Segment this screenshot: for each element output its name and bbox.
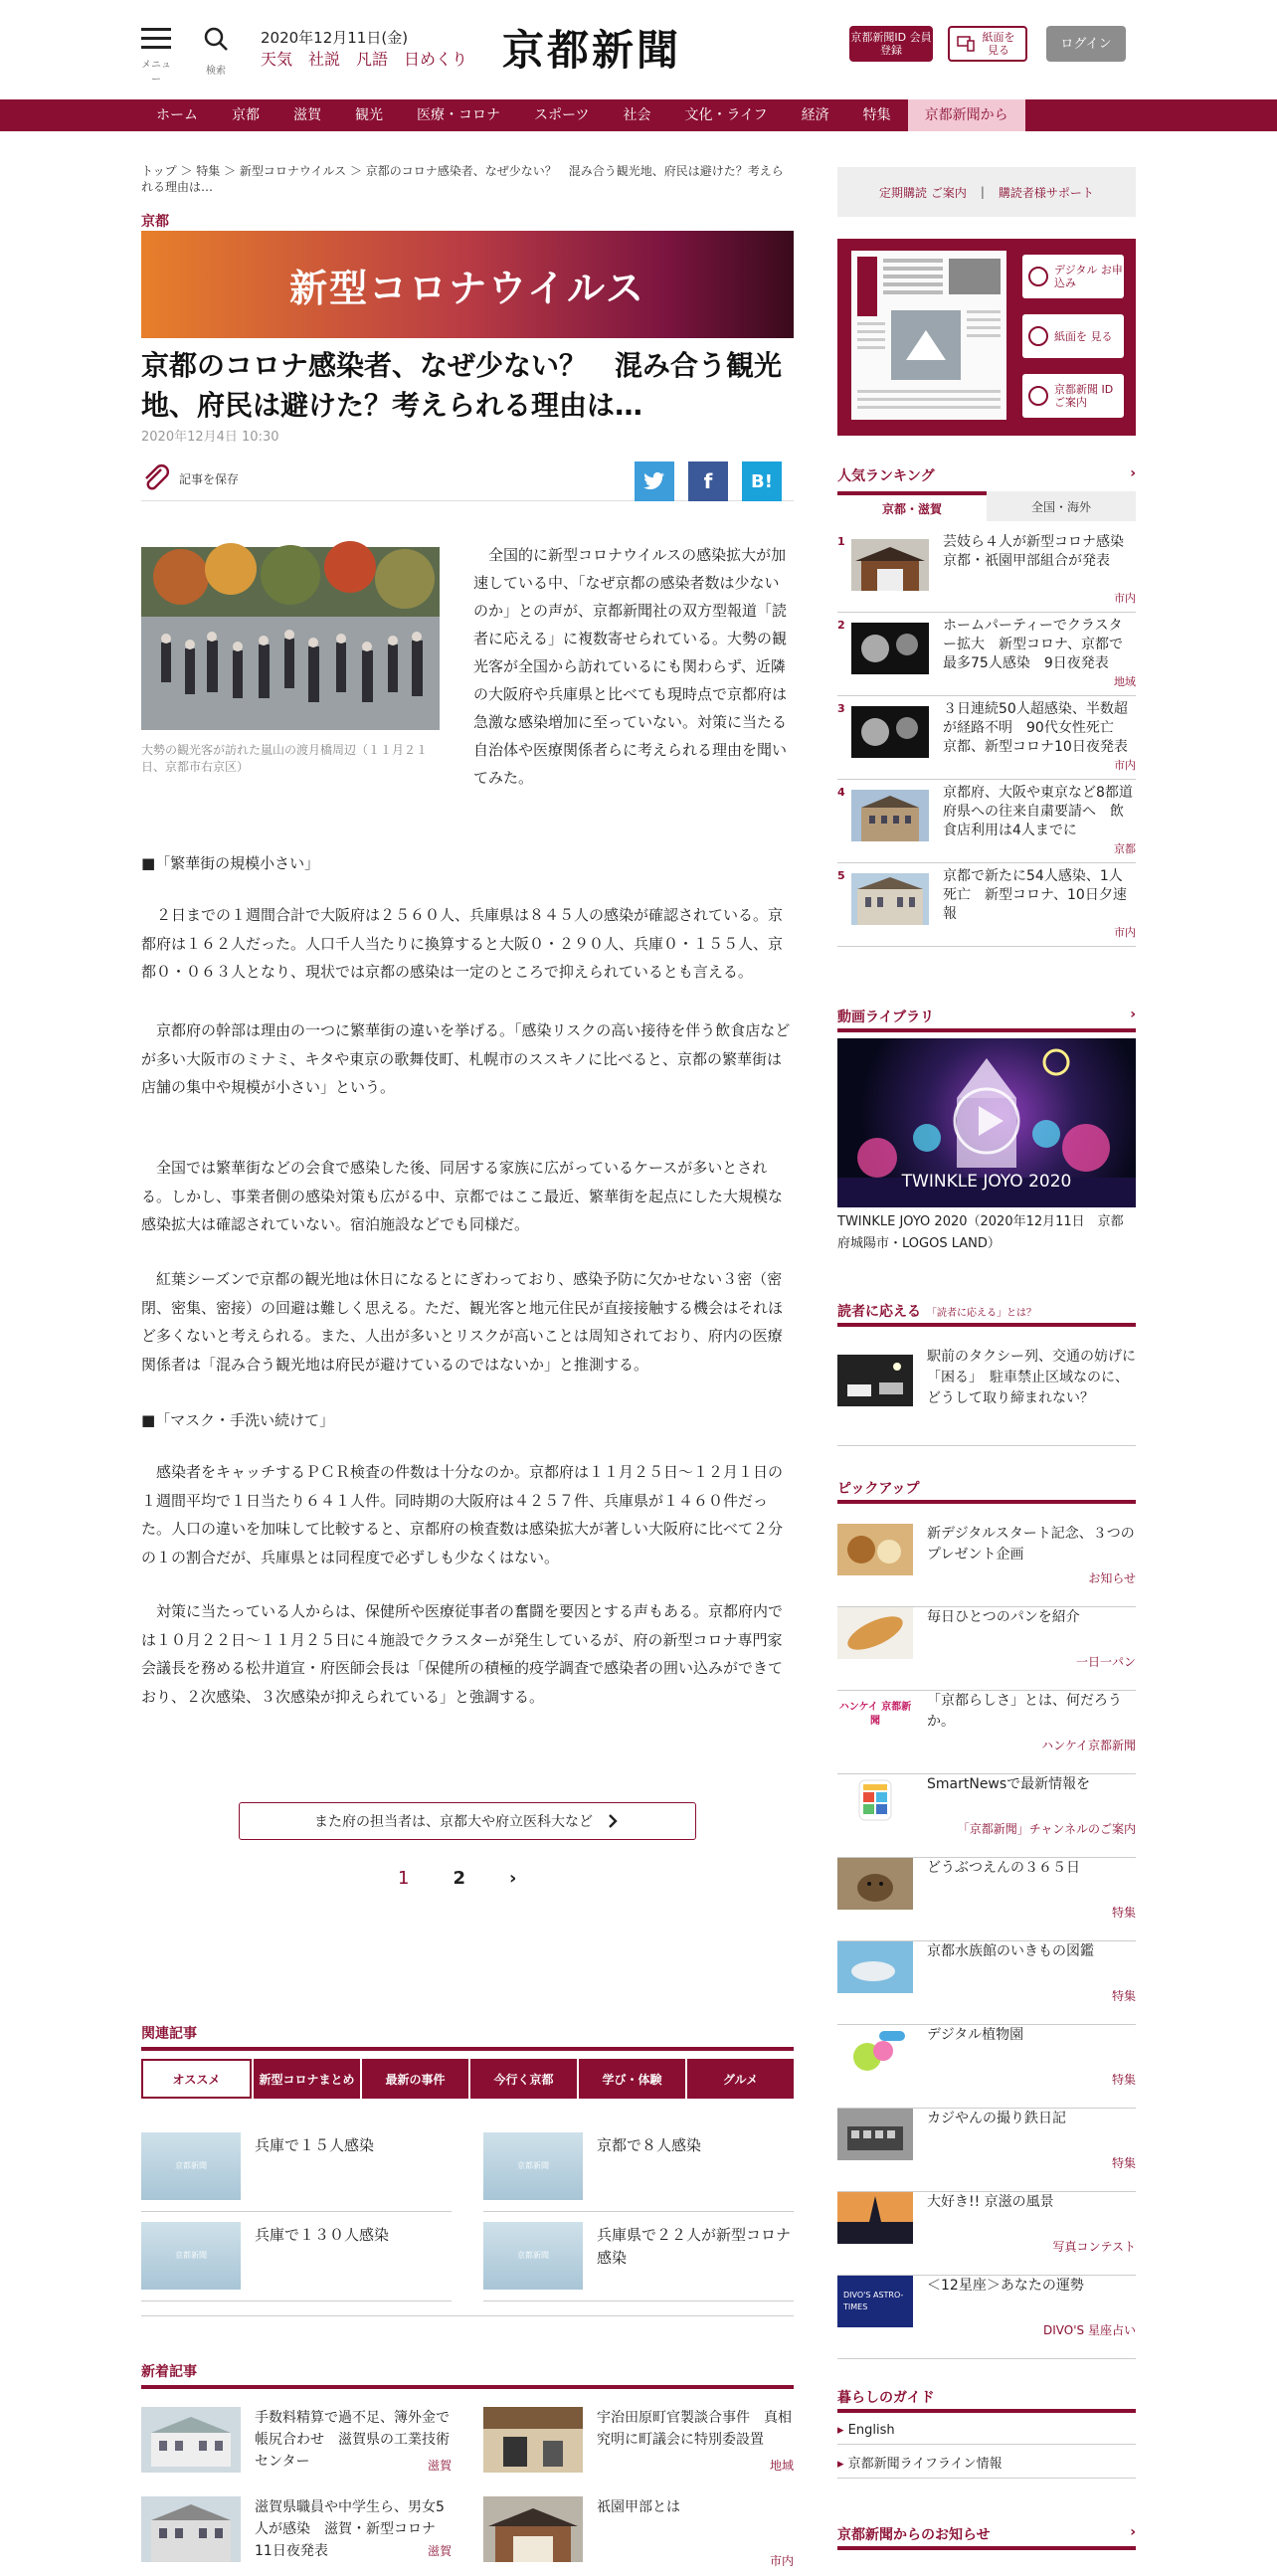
bread-thumbnail (837, 1607, 913, 1659)
pickup-item[interactable]: カジやんの撮り鉄日記 特集 (837, 2109, 1136, 2192)
reader-qa-about-link[interactable]: 「読者に応える」とは？ (927, 1308, 1036, 1319)
smartnews-icon (837, 1774, 913, 1826)
chevron-right-icon (605, 1813, 621, 1829)
guide-english-link[interactable]: ▸ English (837, 2417, 1136, 2445)
chevron-right-icon: › (1130, 1007, 1136, 1022)
article-paragraph: 全国では繁華街などの会食で感染した後、同居する家族に広がっているケースが多いとされる。しかし、事業者側の感染対策も広がる中、京都ではここ最近、繁華街を起点にした大規模な感染拡大は確認されていない。宿泊施設などでも同様だ。 (141, 1159, 784, 1233)
video-player[interactable] (837, 1038, 1136, 1207)
article-photo[interactable] (141, 547, 440, 730)
nav-shiga[interactable]: 滋賀 (293, 107, 321, 123)
newspaper-front-page[interactable] (851, 251, 1006, 420)
search-label: 検索 (206, 66, 226, 77)
related-item[interactable]: 京都新聞 兵庫県で２２人が新型コロナ感染 (483, 2222, 794, 2301)
hankei-logo: ハンケイ 京都新聞 (838, 1702, 912, 1727)
related-tabs (141, 2059, 794, 2099)
device-icon (957, 36, 975, 52)
view-paper-label: 紙面を見る (982, 31, 1015, 57)
pickup-item[interactable]: 毎日ひとつのパンを紹介 一日一パン (837, 1607, 1136, 1691)
banner-title: 新型コロナウイルス (289, 265, 645, 310)
subheading-2: ■「マスク・手洗い続けて」 (141, 1411, 335, 1429)
pickup-item[interactable]: DIVO'S ASTRO-TIMES ＜12星座＞あなたの運勢 DIVO'S 星座占い (837, 2276, 1136, 2359)
menu-icon (141, 28, 171, 50)
divos-logo: DIVO'S ASTRO-TIMES (837, 2276, 913, 2327)
digital-icon (1028, 267, 1048, 286)
save-article-button[interactable] (141, 463, 239, 493)
article-date: 2020年12月4日 10:30 (141, 430, 279, 445)
hatena-icon: B! (751, 470, 773, 492)
article-category[interactable]: 京都 (141, 214, 169, 230)
virus-thumbnail (851, 623, 929, 674)
video-library-title[interactable]: 動画ライブラリ › (837, 1007, 1136, 1025)
new-article-item[interactable]: 祇園甲部とは 市内 (483, 2496, 794, 2576)
pickup-title: ピックアップ (837, 1481, 920, 1497)
related-item[interactable]: 京都新聞 兵庫で１５人感染 (141, 2132, 452, 2212)
photo-caption: 大勢の観光客が訪れた嵐山の渡月橋周辺（１１月２１日、京都市右京区） (141, 743, 429, 774)
info-icon (1028, 386, 1048, 406)
next-page-icon[interactable]: › (508, 1868, 517, 1889)
article-paragraph: 対策に当たっている人からは、保健所や医療従事者の奮闘を要因とする声もある。京都府内では１０月２２日～１１月２５日に４施設でクラスターが発生しているが、府の新型コロナ専門家会議長を務める松井道宣・府医師会長は「保健所の積極的疫学調査で感染者の囲い込みができており、２次感染、３次感染が抑えられている」と強調する。 (141, 1602, 784, 1706)
page-1-link[interactable]: 1 (398, 1868, 410, 1889)
divider (837, 1500, 1136, 1504)
ranking-thumbnail (851, 539, 929, 591)
pickup-item[interactable]: ハンケイ 京都新聞 「京都らしさ」とは、何だろうか。 ハンケイ京都新聞 (837, 1691, 1136, 1774)
ranking-item[interactable]: 5 京都で新たに54人感染、1人死亡 新型コロナ、10日夕速報 市内 (837, 867, 1136, 947)
subheading-1: ■「繁華街の規模小さい」 (141, 854, 320, 872)
ranking-item[interactable]: 4 京都府、大阪や東京など8都道府県への往来自粛要請へ 飲食店利用は4人までに 京都 (837, 784, 1136, 863)
pickup-thumbnail (837, 1524, 913, 1575)
article-tools (141, 450, 794, 501)
editorial-link[interactable]: 社説 (308, 50, 341, 69)
landscape-thumbnail (837, 2192, 913, 2244)
ranking-title[interactable]: 人気ランキング › (837, 465, 1136, 484)
life-guide-title: 暮らしのガイド (837, 2390, 935, 2406)
paper-icon (1028, 326, 1048, 346)
new-article-thumbnail (141, 2496, 241, 2562)
facebook-share-button[interactable] (688, 461, 728, 501)
menu-label: メニュー (141, 60, 171, 86)
nav-sports[interactable]: スポーツ (534, 107, 590, 123)
member-register-button[interactable]: 京都新聞ID 会員登録 (849, 26, 933, 62)
pagination (398, 1868, 516, 1889)
pickup-item[interactable]: SmartNewsで最新情報を 「京都新聞」チャンネルのご案内 (837, 1774, 1136, 1858)
id-info-button[interactable]: 京都新聞 IDご案内 (1022, 374, 1124, 418)
save-label: 記事を保存 (179, 471, 240, 486)
animal-thumbnail (837, 1858, 913, 1910)
nav-feature[interactable]: 特集 (862, 107, 891, 123)
nav-culture[interactable]: 文化・ライフ (684, 107, 768, 123)
pickup-item[interactable]: 新デジタルスタート記念、３つのプレゼント企画 お知らせ (837, 1524, 1136, 1607)
video-caption[interactable]: TWINKLE JOYO 2020（2020年12月11日 京都府城陽市・LOGOS LAND） (837, 1214, 1124, 1251)
breadcrumb[interactable]: トップ ＞ 特集 ＞ 新型コロナウイルス ＞ 京都のコロナ感染者、なぜ少ない？ 混み合う観光地、府民は避けた？考えられる理由は… (141, 164, 784, 194)
feature-banner[interactable] (141, 231, 794, 338)
tab-corona-summary[interactable]: 新型コロナまとめ (254, 2059, 360, 2099)
article-paragraph: ２日までの１週間合計で大阪府は２５６０人、兵庫県は８４５人の感染が確認されている。京都府は１６２人だった。人口千人当たりに換算すると大阪０・２９０人、兵庫０・１５５人、京都０・０６３人となり、現状では京都の感染は一定のところで抑えられているとも言える。 (141, 906, 784, 981)
hatena-share-button[interactable] (742, 461, 782, 501)
ranking-thumbnail (851, 790, 929, 841)
page-2-current: 2 (453, 1868, 465, 1889)
ranking-thumbnail (851, 873, 929, 925)
train-thumbnail (837, 2109, 913, 2160)
pickup-item[interactable]: デジタル植物園 特集 (837, 2025, 1136, 2109)
subscription-link[interactable]: 定期購読 ご案内 (879, 185, 967, 200)
tab-visit-kyoto[interactable]: 今行く京都 (470, 2059, 577, 2099)
tab-national[interactable]: 全国・海外 (987, 491, 1136, 521)
tab-learning[interactable]: 学び・体験 (579, 2059, 685, 2099)
divider (837, 1028, 1136, 1032)
nav-kyoto[interactable]: 京都 (232, 107, 260, 123)
divider (837, 2546, 1136, 2550)
paperclip-icon (141, 463, 171, 493)
reader-qa-item[interactable]: 駅前のタクシー列、交通の妨げに「困る」 駐車禁止区域なのに、どうして取り締まれない？ (837, 1347, 1136, 1446)
date-box (261, 28, 483, 71)
global-nav (0, 99, 1277, 131)
new-article-thumbnail (141, 2407, 241, 2473)
subscriber-support-link[interactable]: 購読者様サポート (998, 185, 1094, 200)
divider (141, 2315, 794, 2316)
nav-home[interactable]: ホーム (156, 107, 198, 123)
nav-tourism[interactable]: 観光 (355, 107, 383, 123)
article-paragraph: 京都府の幹部は理由の一つに繁華街の違いを挙げる。「感染リスクの高い接待を伴う飲食店などが多い大阪市のミナミ、キタや東京の歌舞伎町、札幌市のススキノに比べると、京都の繁華街は店舗の集中や規模が小さい」という。 (141, 1021, 791, 1096)
article-lead: 全国的に新型コロナウイルスの感染拡大が加速している中、「なぜ京都の感染者数は少ないのか」との声が、京都新聞社の双方型報道「読者に応える」に複数寄せられている。大勢の観光客が全国から訪れているにも関わらず、近隣の大阪府や兵庫県と比べても現時点で京都府は急激な感染増加に至っていない。対策に当たる自治体や医療関係者らに考えられる理由を聞いてみた。 (473, 546, 788, 787)
nav-society[interactable]: 社会 (623, 107, 651, 123)
related-articles-title: 関連記事 (141, 2023, 794, 2051)
site-header (0, 0, 1277, 99)
plant-thumbnail (837, 2025, 913, 2077)
menu-button[interactable] (139, 28, 173, 86)
view-paper-side-button[interactable]: 紙面を 見る (1022, 314, 1124, 358)
calendar-link[interactable]: 日めくり (404, 50, 468, 69)
article-paragraph: 感染者をキャッチするＰＣＲ検査の件数は十分なのか。京都府は１１月２５日～１２月１日の１週間平均で１日当たり６４１人件。同時期の大阪府は４２５７件、兵庫県が１４６０件だった。人口の違いを加味して比較すると、京都府の検査数は感染拡大が著しい大阪府に比べて２分の１の割合だが、兵庫県とは同程度で必ずしも少なくはない。 (141, 1463, 784, 1566)
video-overlay-title: TWINKLE JOYO 2020 (901, 1172, 1072, 1192)
related-thumbnail: 京都新聞 (483, 2222, 583, 2290)
article-paragraph: 紅葉シーズンで京都の観光地は休日になるとにぎわっており、感染予防に欠かせない３密（密閉、密集、密接）の回避は難しく思える。ただ、観光客と地元住民が直接接触する機会はそれほど多くないと考えられる。また、人出が多いとリスクが高いことは周知されており、府内の医療関係者は「混み合う観光地は府民が避けているのではないか」と推測する。 (141, 1270, 784, 1374)
ranking-item[interactable]: 2 ホームパーティーでクラスター拡大 新型コロナ、京都で最多75人感染 9日夜発表 地域 (837, 617, 1136, 696)
current-date: 2020年12月11日(金) (261, 29, 409, 47)
twitter-share-button[interactable] (635, 461, 674, 501)
tab-latest-incidents[interactable]: 最新の事件 (362, 2059, 468, 2099)
paper-box (837, 239, 1136, 436)
ranking-item[interactable]: 1 芸妓ら４人が新型コロナ感染 京都・祇園甲部組合が発表 市内 (837, 533, 1136, 613)
tab-recommended[interactable]: オススメ (141, 2059, 252, 2099)
continue-reading-button[interactable] (239, 1802, 696, 1840)
site-logo[interactable]: 京都新聞 (502, 26, 682, 75)
divider (837, 2409, 1136, 2413)
new-article-item[interactable]: 手数料精算で過不足、簿外金で帳尻合わせ 滋賀県の工業技術センター 滋賀 (141, 2407, 452, 2486)
nav-economy[interactable]: 経済 (801, 107, 829, 123)
related-thumbnail: 京都新聞 (141, 2222, 241, 2290)
divider (837, 1323, 1136, 1327)
aquarium-thumbnail (837, 1941, 913, 1993)
weather-link[interactable]: 天気 (261, 50, 293, 69)
digital-apply-button[interactable]: デジタル お申込み (1022, 255, 1124, 298)
crowd-photo (141, 547, 440, 730)
qa-thumbnail (837, 1355, 913, 1406)
view-paper-button[interactable] (948, 26, 1027, 62)
new-articles-title: 新着記事 (141, 2361, 794, 2389)
guide-lifeline-link[interactable]: ▸ 京都新聞ライフライン情報 (837, 2447, 1136, 2479)
login-button[interactable]: ログイン (1046, 26, 1126, 62)
related-thumbnail: 京都新聞 (483, 2132, 583, 2200)
tab-gourmet[interactable]: グルメ (687, 2059, 794, 2099)
new-article-item[interactable]: 宇治田原町官製談合事件 真相究明に町議会に特別委設置 地域 (483, 2407, 794, 2486)
search-button[interactable] (199, 26, 233, 77)
nav-medical[interactable]: 医療・コロナ (417, 107, 500, 123)
search-icon (203, 26, 229, 52)
new-article-item[interactable]: 滋賀県職員や中学生ら、男女5人が感染 滋賀・新型コロナ 11日夜発表 滋賀 (141, 2496, 452, 2576)
chevron-right-icon: › (1130, 465, 1136, 481)
virus-thumbnail (851, 706, 929, 758)
subscription-box: 定期購読 ご案内 | 購読者様サポート (837, 167, 1136, 217)
bongo-link[interactable]: 凡語 (356, 50, 389, 69)
article-title: 京都のコロナ感染者、なぜ少ない？ 混み合う観光地、府民は避けた？考えられる理由は… (141, 349, 783, 422)
new-article-thumbnail (483, 2496, 583, 2562)
twitter-icon (643, 471, 665, 491)
pickup-item[interactable]: 大好き!! 京滋の風景 写真コンテスト (837, 2192, 1136, 2276)
related-item[interactable]: 京都新聞 京都で８人感染 (483, 2132, 794, 2212)
facebook-icon: f (703, 469, 713, 493)
ranking-tabs (837, 491, 1136, 521)
notice-title[interactable]: 京都新聞からのお知らせ › (837, 2524, 1136, 2543)
chevron-right-icon: › (1130, 2524, 1136, 2540)
reader-qa-title[interactable]: 読者に応える 「読者に応える」とは？ (837, 1304, 1036, 1320)
related-thumbnail: 京都新聞 (141, 2132, 241, 2200)
nav-from-kyoto-np[interactable]: 京都新聞から (908, 99, 1025, 131)
continue-reading-label: また府の担当者は、京都大や府立医科大など (314, 1814, 593, 1830)
related-item[interactable]: 京都新聞 兵庫で１３０人感染 (141, 2222, 452, 2301)
ranking-item[interactable]: 3 ３日連続50人超感染、半数超が経路不明 90代女性死亡 京都、新型コロナ10日夜発表 市内 (837, 700, 1136, 780)
tab-kyoto-shiga[interactable]: 京都・滋賀 (837, 491, 987, 521)
pickup-item[interactable]: 京都水族館のいきもの図鑑 特集 (837, 1941, 1136, 2025)
pickup-item[interactable]: どうぶつえんの３６５日 特集 (837, 1858, 1136, 1941)
play-icon[interactable] (952, 1086, 1021, 1156)
new-article-thumbnail (483, 2407, 583, 2473)
